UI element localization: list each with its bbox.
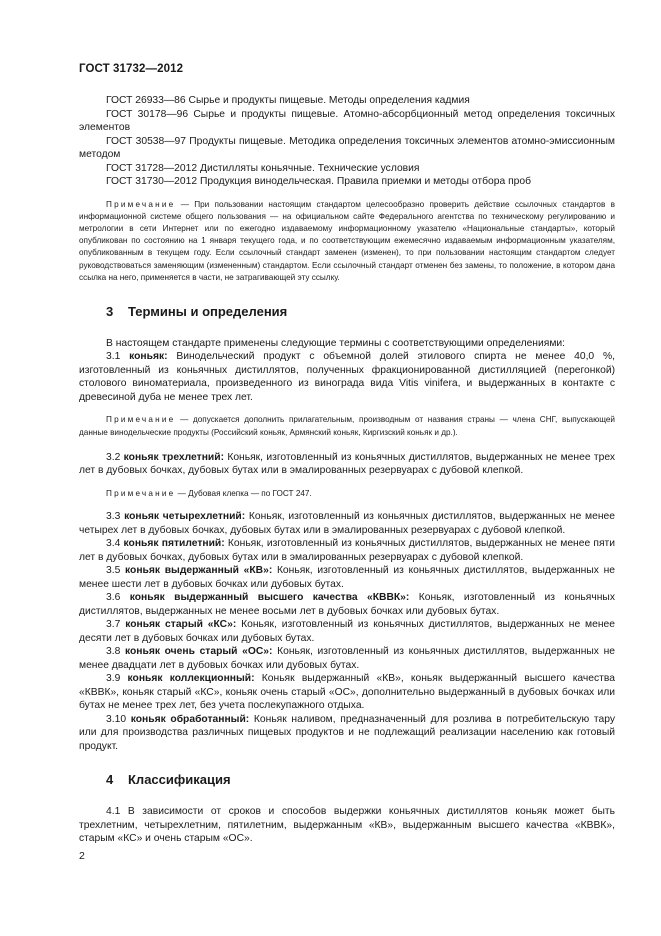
term-3-1: 3.1 коньяк: Винодельческий продукт с объемной долей этилового спирта не менее 40,0 %, изготовленный из коньячных дистиллятов, полученных фракционированной дистилляцией (перегонкой) столового виноматериала, произведенного из винограда вида Vitis vinifera, и выдержанных в контакте с древесиной дуба не менее трех лет.: [79, 351, 615, 403]
normative-references-list: [79, 94, 615, 189]
term-3-8: 3.8 коньяк очень старый «ОС»: Коньяк, изготовленный из коньячных дистиллятов, выдержанных не менее двадцати лет в дубовых бочках или дубовых бутах.: [79, 646, 615, 671]
reference-item: ГОСТ 30178—96 Сырье и продукты пищевые. Атомно-абсорбционный метод определения токсичных элементов: [79, 108, 615, 133]
term-3-4: 3.4 коньяк пятилетний: Коньяк, изготовленный из коньячных дистиллятов, выдержанных не менее пяти лет в дубовых бочках, дубовых бутах или в эмалированных резервуарах с дубовой клепкой.: [79, 538, 616, 563]
section-3-heading: 3 Термины и определения: [106, 303, 288, 319]
note-term-3-2: Примечание — Дубовая клепка — по ГОСТ 247.: [106, 488, 312, 498]
term-3-3: 3.3 коньяк четырехлетний: Коньяк, изготовленный из коньячных дистиллятов, выдержанных не менее четырех лет в дубовых бочках, дубовых бутах или в эмалированных резервуарах с дубовой клепкой.: [79, 511, 615, 536]
section-4-heading: 4 Классификация: [106, 772, 231, 788]
reference-item: ГОСТ 30538—97 Продукты пищевые. Методика определения токсичных элементов атомно-эмиссионным методом: [79, 135, 615, 160]
page-content: [79, 93, 615, 846]
term-3-7: 3.7 коньяк старый «КС»: Коньяк, изготовленный из коньячных дистиллятов, выдержанных не менее десяти лет в дубовых бочках или дубовых бутах.: [79, 619, 615, 644]
term-3-10: 3.10 коньяк обработанный: Коньяк наливом, предназначенный для розлива в потребительскую тару или для производства различных пищевых продуктов и не подлежащий реализации населению как готовый продукт.: [79, 713, 615, 752]
clause-4-1: 4.1 В зависимости от сроков и способов выдержки коньячных дистиллятов коньяк может быть трехлетним, четырехлетним, пятилетним, выдержанным «КВ», выдержанным высшего качества «КВВК», старым «КС» и очень старым «ОС».: [79, 806, 615, 845]
reference-item: ГОСТ 26933—86 Сырье и продукты пищевые. Методы определения кадмия: [106, 95, 470, 106]
term-3-9: 3.9 коньяк коллекционный: Коньяк выдержанный «КВ», коньяк выдержанный высшего качества «КВВК», коньяк старый «КС», коньяк очень старый «ОС», дополнительно выдержанный в дубовых бочках или бутах не менее трех лет, без учета послекупажного отдыха.: [79, 673, 615, 712]
term-3-2: 3.2 коньяк трехлетний: Коньяк, изготовленный из коньячных дистиллятов, выдержанных не менее трех лет в дубовых бочках, дубовых бутах или в эмалированных резервуарах с дубовой клепкой.: [79, 451, 615, 477]
doc-header: ГОСТ 31732—2012: [79, 63, 184, 75]
reference-item: ГОСТ 31728—2012 Дистилляты коньячные. Технические условия: [106, 162, 420, 174]
reference-item: ГОСТ 31730—2012 Продукция винодельческая. Правила приемки и методы отбора проб: [106, 176, 532, 187]
section-3-intro: В настоящем стандарте применены следующие термины с соответствующими определениями:: [106, 337, 566, 349]
note-term-3-1: Примечание — допускается дополнить прилагательным, производным от названия страны — члена СНГ, выпускающей данные винодельческие продукты (Российский коньяк, Армянский коньяк, Киргизский коньяк и др.).: [79, 415, 615, 437]
references-note: Примечание — При пользовании настоящим стандартом целесообразно проверить действие ссылочных стандартов в информационной системе общего пользования — на официальном сайте Федерального агентства по техническому регулированию и метрологии в сети Интернет или по ежегодно издаваемому информационному указателю «Национальные стандарты», который опубликован по состоянию на 1 января текущего года, и по соответствующим ежемесячно издаваемым информационным указателям, опубликованным в текущем году. Если ссылочный стандарт заменен (изменен), то при пользовании настоящим стандартом следует руководствоваться заменяющим (измененным) стандартом. Если ссылочный стандарт отменен без замены, то положение, в котором дана ссылка на него, применяется в части, не затрагивающей эту ссылку.: [79, 199, 615, 282]
term-3-6: 3.6 коньяк выдержанный высшего качества «КВВК»: Коньяк, изготовленный из коньячных дистиллятов, выдержанных не менее восьми лет в дубовых бочках или дубовых бутах.: [79, 592, 615, 617]
term-3-5: 3.5 коньяк выдержанный «КВ»: Коньяк, изготовленный из коньячных дистиллятов, выдержанных не менее шести лет в дубовых бочках или дубовых бутах.: [79, 565, 615, 590]
page-number: 2: [79, 850, 85, 862]
terms-list: [79, 510, 615, 753]
